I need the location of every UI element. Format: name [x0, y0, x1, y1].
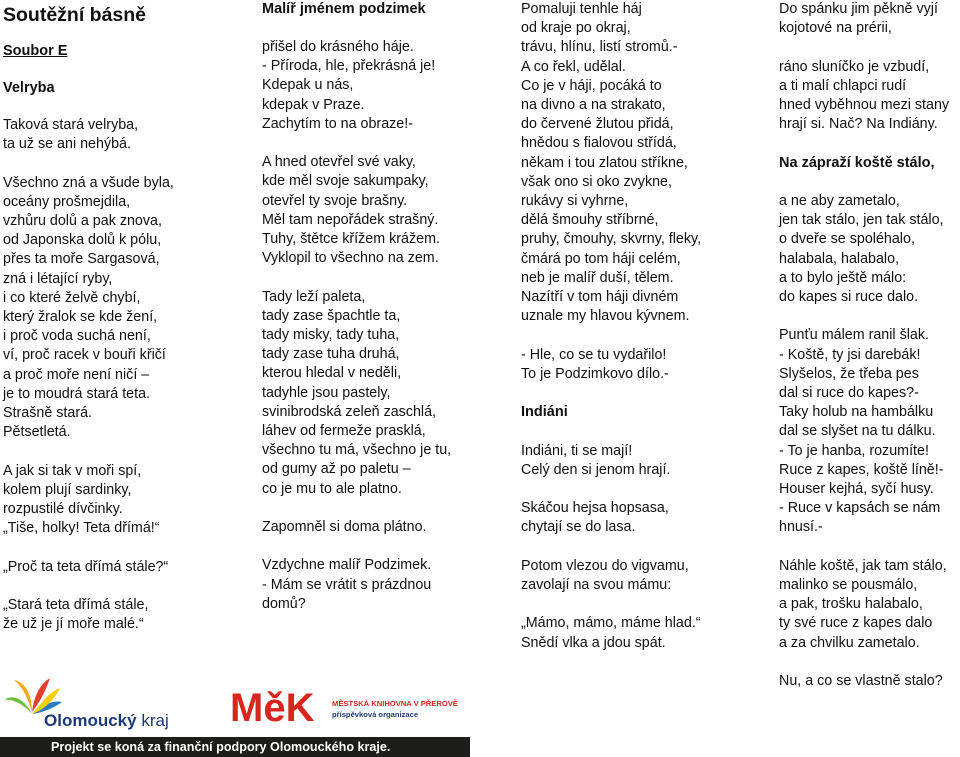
poem-velryba-lines: [3, 116, 241, 634]
stanza-break: [779, 38, 960, 57]
poem-line: - Mám se vrátit s prázdnou: [262, 576, 432, 593]
poem-title-koste: Na zápraží koště stálo,: [779, 154, 935, 171]
library-subtitle: příspěvková organizace: [332, 710, 419, 719]
poem-line: hrají si. Nač? Na Indiány.: [779, 116, 938, 133]
column-3: [521, 0, 756, 653]
poem-line: Tady leží paleta,: [262, 288, 366, 305]
poem-line: Slyšelos, že třeba pes: [779, 365, 919, 382]
poem-line: Zapomněl si doma plátno.: [262, 519, 427, 536]
poem-line: všechno tu má, všechno je tu,: [262, 442, 452, 459]
group-heading: Soubor E: [3, 43, 68, 59]
poem-malir-lines: [262, 38, 494, 614]
poem-line: od gumy až po paletu –: [262, 461, 411, 478]
poem-line: rozpustilé dívčinky.: [3, 501, 123, 518]
poem-line: Potom vlezou do vigvamu,: [521, 557, 689, 574]
poem-line: A jak si tak v moři spí,: [3, 462, 142, 479]
poem-indiani-continued-lines: [779, 0, 960, 134]
poem-line: Snědí vlka a jdou spát.: [521, 634, 666, 651]
poem-line: To je Podzimkovo dílo.-: [521, 365, 669, 382]
poem-line: jen tak stálo, jen tak stálo,: [779, 212, 944, 229]
poem-line: ta už se ani nehýbá.: [3, 136, 131, 153]
poem-line: - Příroda, hle, překrásná je!: [262, 58, 436, 75]
stanza-break: [3, 154, 241, 173]
stanza-break: [3, 577, 241, 596]
poem-line: a za chvilku zametalo.: [779, 634, 920, 651]
poem-line: pruhy, čmouhy, skvrny, fleky,: [521, 231, 702, 248]
poem-line: ráno sluníčko je vzbudí,: [779, 58, 930, 75]
column-4: [779, 0, 960, 691]
poem-line: domů?: [262, 595, 306, 612]
poem-line: Všechno zná a všude byla,: [3, 174, 174, 191]
poem-line: Nu, a co se vlastně stalo?: [779, 673, 943, 690]
poem-line: zavolají na svou mámu:: [521, 577, 672, 594]
poem-line: kde měl svoje sakumpaky,: [262, 173, 429, 190]
stanza-break: [521, 595, 756, 614]
poem-line: je to moudrá stará teta.: [3, 385, 151, 402]
poem-line: Tuhy, štětce křížem krážem.: [262, 231, 440, 248]
poem-line: Vzdychne malíř Podzimek.: [262, 557, 432, 574]
library-name: MĚSTSKÁ KNIHOVNA V PŘEROVĚ: [332, 699, 458, 708]
poem-line: vzhůru dolů a pak znova,: [3, 213, 162, 229]
poem-line: Houser kejhá, syčí husy.: [779, 481, 934, 498]
poem-line: svinibrodská zeleň zaschlá,: [262, 403, 437, 420]
stanza-break: [262, 268, 494, 287]
poem-line: Pětsetletá.: [3, 424, 71, 441]
poem-line: ty své ruce z kapes dalo: [779, 615, 933, 632]
poem-malir-continued-lines: [521, 0, 756, 384]
poem-line: Ruce z kapes, koště líně!-: [779, 461, 944, 478]
poem-line: Do spánku jim pěkně vyjí: [779, 1, 938, 17]
stanza-break: [779, 538, 960, 557]
poem-line: Indiáni, ti se mají!: [521, 442, 633, 459]
poem-line: přišel do krásného háje.: [262, 39, 414, 55]
poem-line: neb je malíř duší, tělem.: [521, 269, 674, 286]
poem-line: - Hle, co se tu vydařilo!: [521, 346, 667, 363]
stanza-break: [521, 326, 756, 345]
poem-line: Strašně stará.: [3, 405, 92, 422]
stanza-break: [262, 134, 494, 153]
poem-line: přes ta moře Sargasová,: [3, 251, 160, 268]
poem-line: od Japonska dolů k pólu,: [3, 232, 162, 249]
poem-line: o dveře se spoléhalo,: [779, 231, 915, 248]
poem-line: hned vyběhnou mezi stany: [779, 97, 950, 113]
poem-line: - To je hanba, rozumíte!: [779, 442, 929, 459]
poem-line: dal si ruce do kapes?-: [779, 385, 919, 401]
poem-line: tady misky, tady tuha,: [262, 327, 400, 344]
poem-line: Kdepak u nás,: [262, 77, 354, 94]
poem-line: od kraje po okraj,: [521, 20, 631, 37]
library-logo-icon: [230, 688, 330, 726]
funding-banner: Projekt se koná za finanční podpory Olomouckého kraje.: [0, 737, 470, 757]
poem-line: Náhle koště, jak tam stálo,: [779, 557, 947, 574]
stanza-break: [779, 307, 960, 326]
poem-line: i proč voda suchá není,: [3, 328, 151, 345]
poem-line: Celý den si jenom hrají.: [521, 461, 671, 478]
poem-line: tady zase špachtle ta,: [262, 307, 401, 324]
stanza-break: [521, 480, 756, 499]
poem-line: Punťu málem ranil šlak.: [779, 327, 929, 344]
poem-title-indiani: Indiáni: [521, 404, 568, 421]
poem-line: Co je v háji, pocáká to: [521, 77, 662, 94]
poem-line: „Tiše, holky! Teta dřímá!“: [3, 520, 160, 537]
poem-line: Měl tam nepořádek strašný.: [262, 211, 439, 228]
stanza-break: [3, 442, 241, 461]
poem-line: který žralok se kde žení,: [3, 309, 158, 326]
poem-line: „Stará teta dřímá stále,: [3, 597, 149, 614]
poem-title-velryba: Velryba: [3, 80, 55, 96]
poem-line: Nazítří v tom háji divném: [521, 289, 679, 306]
column-2: [262, 0, 494, 614]
poem-line: A hned otevřel své vaky,: [262, 154, 416, 171]
poem-line: kolem plují sardinky,: [3, 481, 132, 498]
poem-line: kterou hledal v neděli,: [262, 365, 402, 382]
poem-line: Vyklopil to všechno na zem.: [262, 250, 439, 267]
poem-line: a pak, trošku halabalo,: [779, 596, 923, 613]
poem-line: oceány prošmejdila,: [3, 193, 131, 210]
poem-line: že už je jí moře malé.“: [3, 616, 144, 633]
poem-line: „Proč ta teta dřímá stále?“: [3, 558, 169, 575]
stanza-break: [779, 653, 960, 672]
stanza-break: [262, 499, 494, 518]
poem-line: a proč moře není ničí –: [3, 366, 150, 383]
poem-line: - Koště, ty jsi darebák!: [779, 346, 921, 363]
poem-line: rukávy si vyhrne,: [521, 193, 629, 210]
poem-line: láhev od fermeže prasklá,: [262, 423, 426, 440]
poem-line: do červené žlutou přidá,: [521, 116, 674, 133]
poem-line: na divno a na strakato,: [521, 97, 666, 114]
poem-line: kdepak v Praze.: [262, 96, 365, 113]
stanza-break: [262, 537, 494, 556]
poem-line: do kapes si ruce dalo.: [779, 289, 919, 305]
poem-title-malir: Malíř jménem podzimek: [262, 1, 426, 17]
poem-line: - Ruce v kapsách se nám: [779, 500, 941, 517]
poem-line: dal se slyšet na tu dálku.: [779, 423, 936, 440]
poem-line: kojotové na prérii,: [779, 20, 892, 37]
poem-line: otevřel ty svoje brašny.: [262, 192, 408, 209]
poem-line: tadyhle jsou pastely,: [262, 384, 391, 401]
poem-line: ví, proč racek v bouři křičí: [3, 347, 166, 364]
poem-line: trávu, hlínu, listí stromů.-: [521, 39, 678, 56]
poem-line: chytají se do lasa.: [521, 519, 636, 536]
column-1: [3, 0, 241, 634]
poem-line: malinko se pousmálo,: [779, 577, 918, 594]
poem-line: a ti malí chlapci rudí: [779, 77, 907, 94]
svg-text:MěK: MěK: [230, 688, 315, 726]
stanza-break: [521, 538, 756, 557]
page-title: Soutěžní básně: [3, 4, 147, 26]
poem-line: Taky holub na hambálku: [779, 404, 934, 421]
poem-line: někam i tou zlatou stříkne,: [521, 154, 688, 171]
poem-line: však ono si oko zvykne,: [521, 173, 672, 190]
poem-line: Taková stará velryba,: [3, 117, 139, 133]
poem-line: hnědou s fialovou střídá,: [521, 135, 677, 152]
stanza-break: [3, 538, 241, 557]
poem-indiani-lines: [521, 442, 756, 653]
poem-line: Skáčou hejsa hopsasa,: [521, 500, 669, 517]
poem-line: uznale my hlavou kývnem.: [521, 308, 690, 325]
region-logo-text: Olomoucký kraj: [44, 711, 169, 730]
poem-line: hnusí.-: [779, 519, 823, 536]
poem-line: zná i létající ryby,: [3, 270, 113, 287]
poem-line: „Mámo, mámo, máme hlad.“: [521, 615, 701, 632]
poem-line: dělá šmouhy stříbrné,: [521, 212, 659, 229]
poem-line: čmárá po tom háji celém,: [521, 250, 681, 267]
poem-line: a to bylo ještě málo:: [779, 269, 907, 286]
poem-line: co je mu to ale platno.: [262, 480, 402, 497]
poem-line: i co které želvě chybí,: [3, 289, 141, 306]
poem-line: A co řekl, udělal.: [521, 58, 626, 75]
poem-line: tady zase tuha druhá,: [262, 346, 400, 363]
poem-line: Zachytím to na obraze!-: [262, 115, 413, 132]
poem-koste-lines: [779, 192, 960, 691]
poem-line: Pomaluji tenhle háj: [521, 1, 642, 17]
poem-line: halabala, halabalo,: [779, 250, 900, 267]
poem-line: a ne aby zametalo,: [779, 192, 900, 209]
